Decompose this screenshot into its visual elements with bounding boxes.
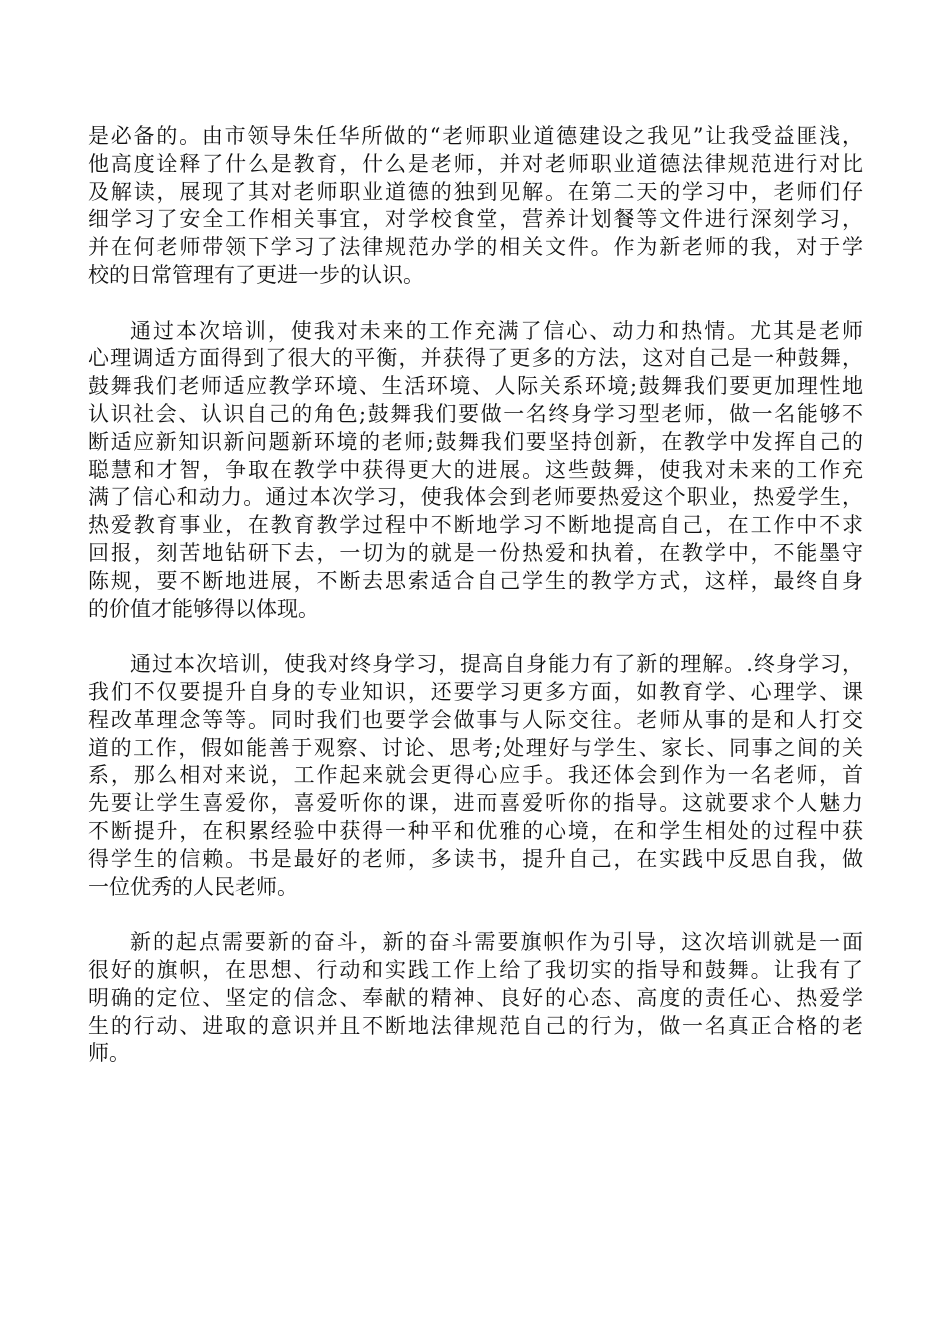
paragraph-4: [88, 929, 863, 1068]
text-line: 系，那么相对来说，工作起来就会更得心应手。我还体会到作为一名老师，首: [88, 763, 863, 788]
text-line: 生的行动、进取的意识并且不断地法律规范自己的行为，做一名真正合格的老: [88, 1013, 863, 1038]
text-line: 得学生的信赖。书是最好的老师，多读书，提升自己，在实践中反思自我，做: [88, 846, 863, 871]
text-line: 心理调适方面得到了很大的平衡，并获得了更多的方法，这对自己是一种鼓舞，: [88, 346, 863, 371]
text-line: 先要让学生喜爱你，喜爱听你的课，进而喜爱听你的指导。这就要求个人魅力: [88, 791, 863, 816]
text-line: 程改革理念等等。同时我们也要学会做事与人际交往。老师从事的是和人打交: [88, 707, 863, 732]
text-line: 细学习了安全工作相关事宜，对学校食堂，营养计划餐等文件进行深刻学习，: [88, 207, 863, 232]
paragraph-1: [88, 123, 863, 290]
text-line: 很好的旗帜，在思想、行动和实践工作上给了我切实的指导和鼓舞。让我有了: [88, 957, 863, 982]
text-line: 认识社会、认识自己的角色;鼓舞我们要做一名终身学习型老师，做一名能够不: [88, 401, 863, 426]
text-line: 道的工作，假如能善于观察、讨论、思考;处理好与学生、家长、同事之间的关: [88, 735, 863, 760]
text-line: 师。: [88, 1041, 130, 1066]
text-line: 不断提升，在积累经验中获得一种平和优雅的心境，在和学生相处的过程中获: [88, 818, 863, 843]
text-line: 满了信心和动力。通过本次学习，使我体会到老师要热爱这个职业，热爱学生，: [88, 485, 863, 510]
text-line: 一位优秀的人民老师。: [88, 874, 298, 899]
text-line: 并在何老师带领下学习了法律规范办学的相关文件。作为新老师的我，对于学: [88, 235, 863, 260]
paragraph-2: [88, 318, 863, 624]
text-line: 鼓舞我们老师适应教学环境、生活环境、人际关系环境;鼓舞我们要更加理性地: [88, 374, 863, 399]
text-line: 回报，刻苦地钻研下去，一切为的就是一份热爱和执着，在教学中，不能墨守: [88, 540, 863, 565]
text-line: 的价值才能够得以体现。: [88, 596, 319, 621]
text-line: 陈规，要不断地进展，不断去思索适合自己学生的教学方式，这样，最终自身: [88, 568, 863, 593]
text-line: 明确的定位、坚定的信念、奉献的精神、良好的心态、高度的责任心、热爱学: [88, 985, 863, 1010]
text-line: 他高度诠释了什么是教育，什么是老师，并对老师职业道德法律规范进行对比: [88, 151, 863, 176]
text-line: 通过本次培训，使我对未来的工作充满了信心、动力和热情。尤其是老师: [130, 318, 863, 343]
text-line: 新的起点需要新的奋斗，新的奋斗需要旗帜作为引导，这次培训就是一面: [130, 930, 863, 955]
paragraph-3: [88, 651, 863, 901]
text-line: 校的日常管理有了更进一步的认识。: [88, 262, 424, 287]
text-line: 断适应新知识新问题新环境的老师;鼓舞我们要坚持创新，在教学中发挥自己的: [88, 429, 863, 454]
text-line: 通过本次培训，使我对终身学习，提高自身能力有了新的理解。.终身学习，: [130, 652, 863, 677]
text-line: 聪慧和才智，争取在教学中获得更大的进展。这些鼓舞，使我对未来的工作充: [88, 457, 863, 482]
text-line: 及解读，展现了其对老师职业道德的独到见解。在第二天的学习中，老师们仔: [88, 179, 863, 204]
text-line: 热爱教育事业，在教育教学过程中不断地学习不断地提高自己，在工作中不求: [88, 513, 863, 538]
text-line: 我们不仅要提升自身的专业知识，还要学习更多方面，如教育学、心理学、课: [88, 679, 863, 704]
text-line: 是必备的。由市领导朱任华所做的“老师职业道德建设之我见”让我受益匪浅，: [88, 124, 863, 148]
document-body: [88, 123, 863, 1096]
